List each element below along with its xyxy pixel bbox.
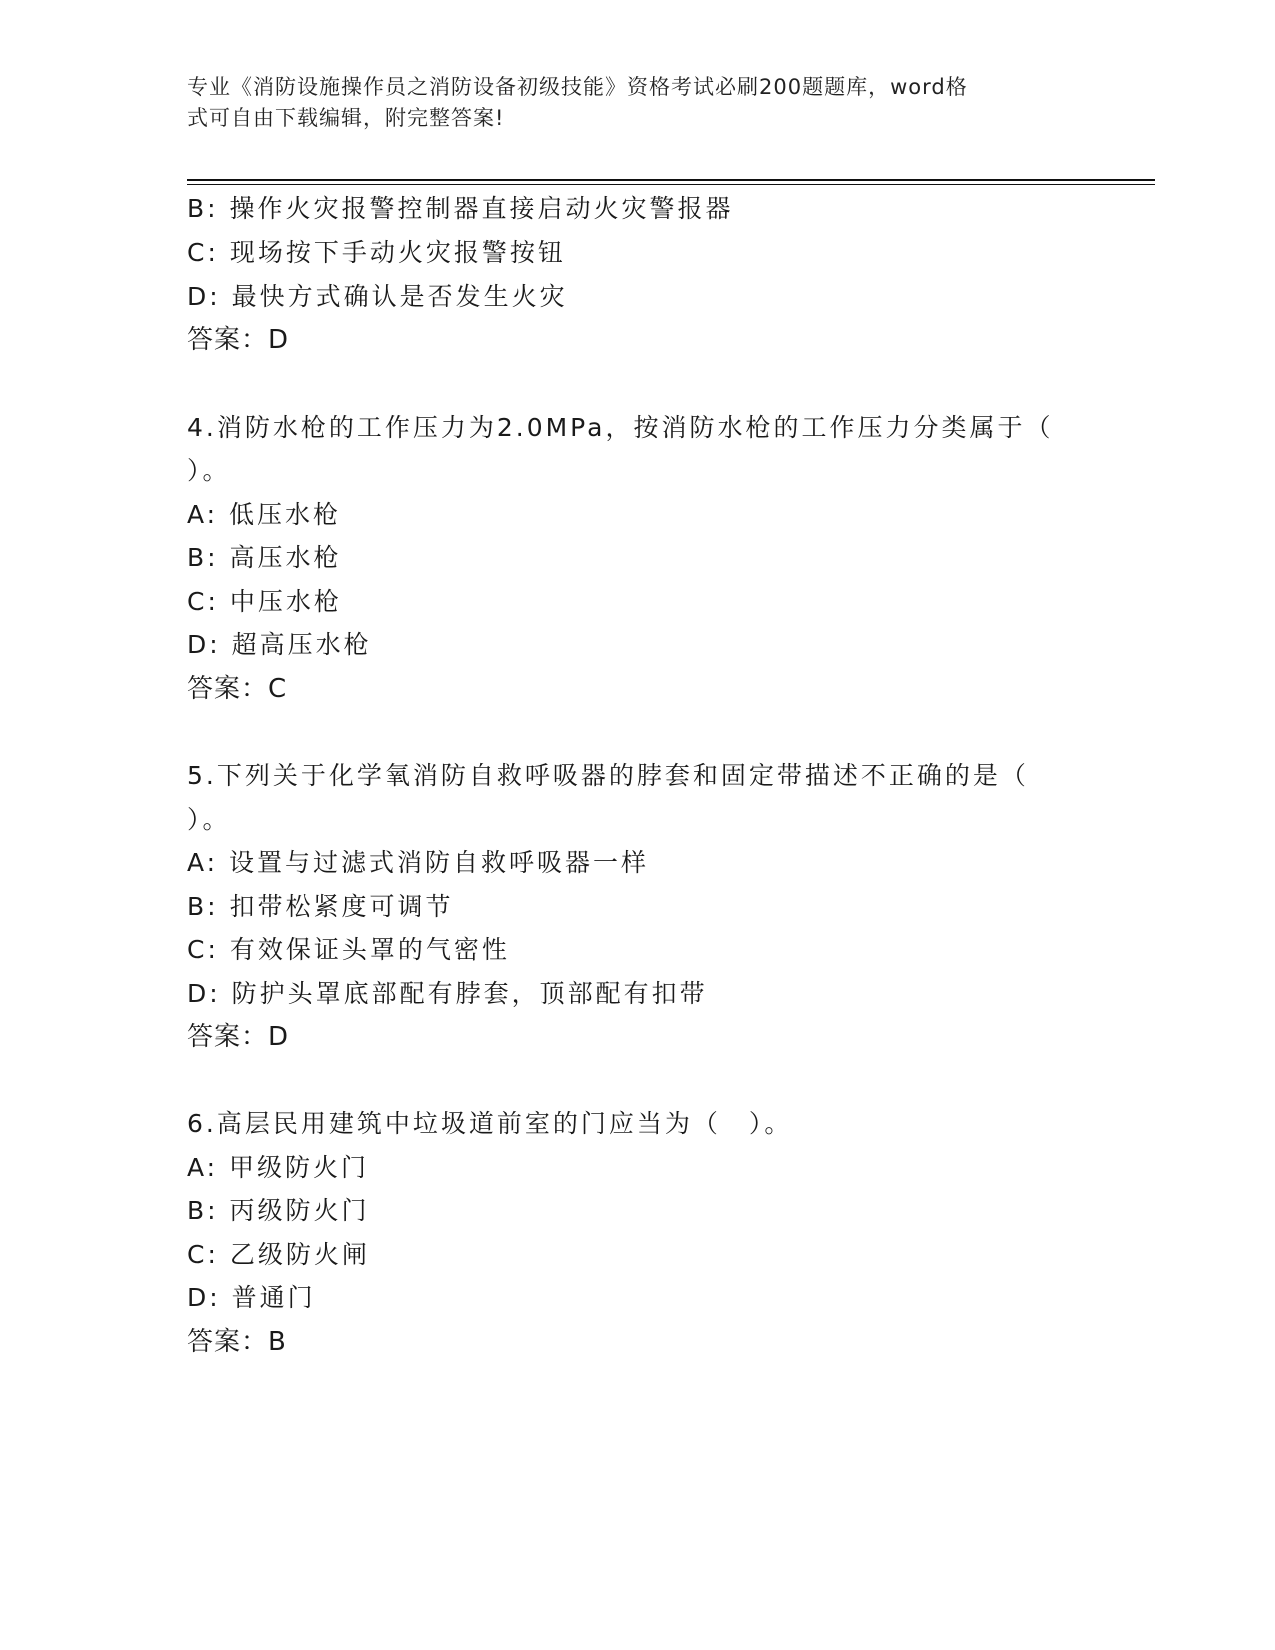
q5-option-d: D: 防护头罩底部配有脖套，顶部配有扣带 [187,979,708,1008]
q6-stem-line-1: 6.高层民用建筑中垃圾道前室的门应当为（ ）。 [187,1109,793,1138]
q4-stem-line-1: 4.消防水枪的工作压力为2.0MPa，按消防水枪的工作压力分类属于（ [187,413,1054,442]
header-divider-thick [187,179,1155,181]
q3-answer: 答案：D [187,325,290,355]
q5-option-c: C: 有效保证头罩的气密性 [187,935,510,964]
q6-option-b: B: 丙级防火门 [187,1196,370,1225]
document-header [187,72,1067,134]
header-line-1: 专业《消防设施操作员之消防设备初级技能》资格考试必刷200题题库，word格 [187,75,968,99]
q6-answer: 答案：B [187,1327,287,1357]
q4-option-b: B: 高压水枪 [187,543,342,572]
q5-stem-line-1: 5.下列关于化学氧消防自救呼吸器的脖套和固定带描述不正确的是（ [187,761,1029,790]
q3-option-d: D: 最快方式确认是否发生火灾 [187,282,568,311]
q4-option-c: C: 中压水枪 [187,587,342,616]
q6-option-c: C: 乙级防火闸 [187,1240,370,1269]
header-divider-thin [187,184,1155,185]
header-line-2: 式可自由下载编辑，附完整答案! [187,106,505,130]
q6-option-d: D: 普通门 [187,1283,316,1312]
q5-option-a: A: 设置与过滤式消防自救呼吸器一样 [187,848,650,877]
q4-answer: 答案：C [187,674,288,704]
q3-option-b: B: 操作火灾报警控制器直接启动火灾警报器 [187,194,734,223]
q4-stem-line-2: ）。 [187,456,231,485]
q3-option-c: C: 现场按下手动火灾报警按钮 [187,238,566,267]
q5-option-b: B: 扣带松紧度可调节 [187,892,454,921]
q5-stem-line-2: ）。 [187,805,231,834]
q5-answer: 答案：D [187,1022,290,1052]
q4-option-d: D: 超高压水枪 [187,630,372,659]
q6-option-a: A: 甲级防火门 [187,1153,370,1182]
q4-option-a: A: 低压水枪 [187,500,342,529]
